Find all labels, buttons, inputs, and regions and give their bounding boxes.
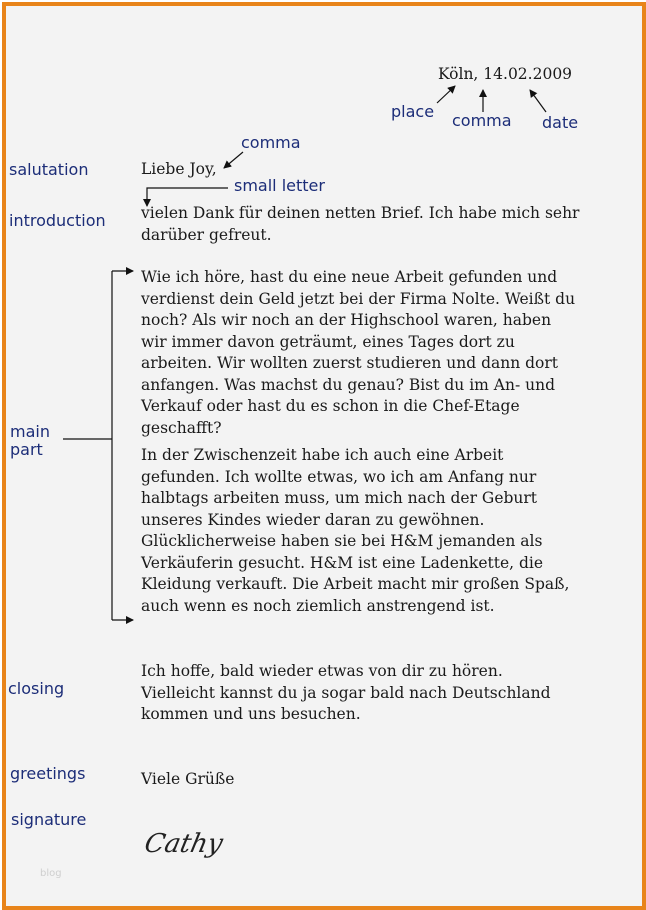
main-part-paragraph-2: In der Zwischenzeit habe ich auch eine Arbeit gefunden. Ich wollte etwas, wo ich am Anfang nur halbtags arbeiten muss, um mich nach der Geburt unseres Kindes wieder daran zu gewöhnen. Glücklicherweise haben sie bei H&M jemanden als Verkäuferin gesucht. H&M ist eine Ladenkette, die Kleidung verkauft. Die Arbeit macht mir großen Spaß, auch wenn es noch ziemlich anstrengend ist.	[141, 446, 570, 615]
label-closing: closing	[8, 679, 65, 698]
date-arrow	[530, 90, 546, 112]
introduction-paragraph: vielen Dank für deinen netten Brief. Ich habe mich sehr darüber gefreut.	[141, 204, 580, 244]
comma-salutation-arrow	[224, 152, 243, 168]
salutation: Liebe Joy,	[141, 160, 217, 178]
label-date: date	[542, 113, 579, 132]
watermark: blog	[40, 868, 62, 879]
signature: Cathy	[141, 829, 226, 859]
greetings: Viele Grüße	[141, 770, 235, 788]
label-salutation: salutation	[9, 160, 89, 179]
place-arrow	[437, 86, 455, 103]
place-date: Köln, 14.02.2009	[438, 65, 573, 83]
label-greetings: greetings	[10, 764, 86, 783]
label-place: place	[391, 102, 435, 121]
label-comma-salutation: comma	[241, 133, 301, 152]
main-part-paragraph-1: Wie ich höre, hast du eine neue Arbeit gefunden und verdienst dein Geld jetzt bei der Firma Nolte. Weißt du noch? Als wir noch an der Highschool waren, haben wir immer davon geträumt, eines Tages dort zu arbeiten. Wir wollten zuerst studieren und dann dort anfangen. Was machst du genau? Bist du im An- und Verkauf oder hast du es schon in die Chef-Etage geschafft?	[141, 268, 576, 437]
label-comma-date: comma	[452, 111, 512, 130]
label-main-part: main part	[10, 422, 50, 459]
label-small-letter: small letter	[234, 176, 325, 195]
closing-paragraph: Ich hoffe, bald wieder etwas von dir zu hören. Vielleicht kannst du ja sogar bald nach Deutschland kommen und uns besuchen.	[141, 662, 551, 723]
label-signature: signature	[11, 810, 87, 829]
label-introduction: introduction	[9, 211, 106, 230]
